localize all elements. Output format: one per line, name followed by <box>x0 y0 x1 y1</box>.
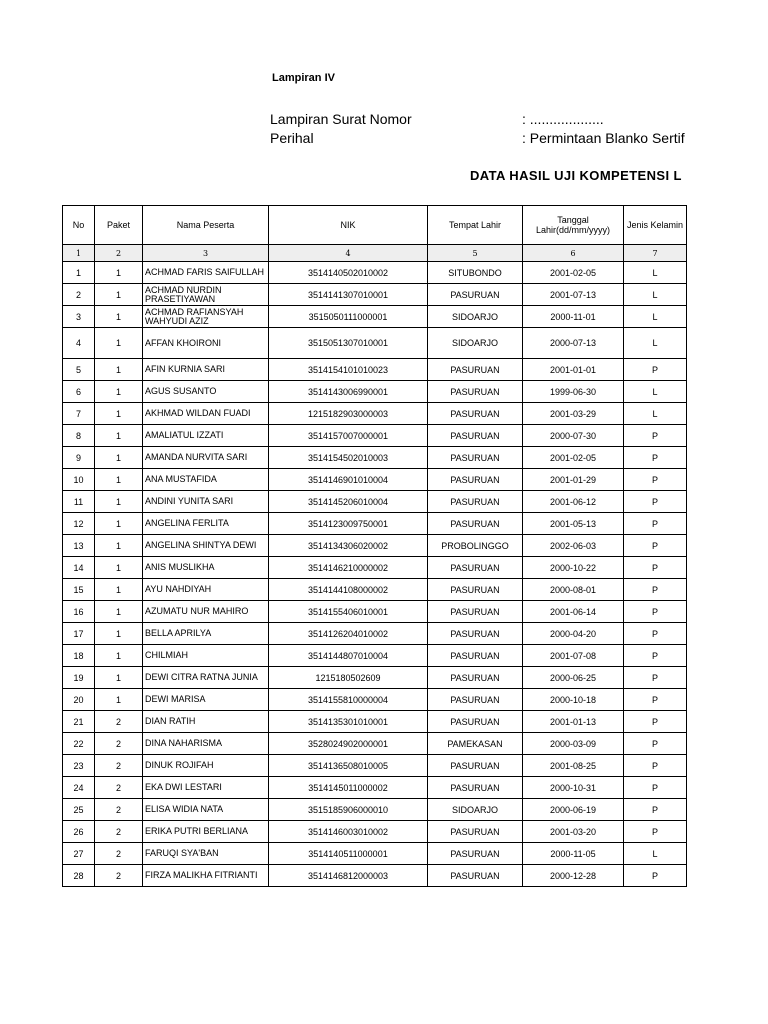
birthplace-cell: PASURUAN <box>428 711 523 733</box>
row-number: 7 <box>63 403 95 425</box>
birthdate-cell: 2000-11-01 <box>523 306 624 328</box>
row-number: 17 <box>63 623 95 645</box>
column-header-nama-peserta: Nama Peserta <box>143 206 269 245</box>
table-row <box>63 733 687 755</box>
paket-cell: 1 <box>95 328 143 359</box>
participant-name: BELLA APRILYA <box>143 623 269 645</box>
table-row <box>63 865 687 887</box>
column-number: 1 <box>63 245 95 262</box>
row-number: 12 <box>63 513 95 535</box>
gender-cell: P <box>624 777 687 799</box>
paket-cell: 1 <box>95 359 143 381</box>
row-number: 21 <box>63 711 95 733</box>
gender-cell: P <box>624 623 687 645</box>
paket-cell: 2 <box>95 755 143 777</box>
row-number: 28 <box>63 865 95 887</box>
participant-name: DINA NAHARISMA <box>143 733 269 755</box>
gender-cell: L <box>624 306 687 328</box>
gender-cell: P <box>624 865 687 887</box>
gender-cell: P <box>624 557 687 579</box>
row-number: 18 <box>63 645 95 667</box>
gender-cell: P <box>624 711 687 733</box>
participant-name: DEWI MARISA <box>143 689 269 711</box>
gender-cell: L <box>624 262 687 284</box>
table-row <box>63 557 687 579</box>
row-number: 5 <box>63 359 95 381</box>
table-row <box>63 328 687 359</box>
table-row <box>63 799 687 821</box>
row-number: 8 <box>63 425 95 447</box>
birthdate-cell: 2000-12-28 <box>523 865 624 887</box>
table-row <box>63 821 687 843</box>
gender-cell: L <box>624 381 687 403</box>
nik-cell: 3514123009750001 <box>269 513 428 535</box>
nik-cell: 3514145011000002 <box>269 777 428 799</box>
gender-cell: P <box>624 601 687 623</box>
birthdate-cell: 2001-06-12 <box>523 491 624 513</box>
table-row <box>63 491 687 513</box>
paket-cell: 2 <box>95 777 143 799</box>
table-row <box>63 262 687 284</box>
nik-cell: 3514141307010001 <box>269 284 428 306</box>
nik-cell: 3514146210000002 <box>269 557 428 579</box>
nik-cell: 3514155406010001 <box>269 601 428 623</box>
gender-cell: L <box>624 284 687 306</box>
gender-cell: P <box>624 821 687 843</box>
gender-cell: L <box>624 328 687 359</box>
row-number: 14 <box>63 557 95 579</box>
nik-cell: 3514146003010002 <box>269 821 428 843</box>
paket-cell: 2 <box>95 711 143 733</box>
paket-cell: 1 <box>95 623 143 645</box>
birthplace-cell: PASURUAN <box>428 469 523 491</box>
paket-cell: 1 <box>95 284 143 306</box>
participant-name: AFIN KURNIA SARI <box>143 359 269 381</box>
nik-cell: 3514157007000001 <box>269 425 428 447</box>
column-header-tanggal-lahir: Tanggal Lahir(dd/mm/yyyy) <box>523 206 624 245</box>
paket-cell: 2 <box>95 799 143 821</box>
paket-cell: 1 <box>95 513 143 535</box>
table-row <box>63 777 687 799</box>
birthdate-cell: 2002-06-03 <box>523 535 624 557</box>
gender-cell: P <box>624 359 687 381</box>
gender-cell: P <box>624 689 687 711</box>
paket-cell: 1 <box>95 535 143 557</box>
birthdate-cell: 2001-07-13 <box>523 284 624 306</box>
row-number: 16 <box>63 601 95 623</box>
table-row <box>63 535 687 557</box>
row-number: 10 <box>63 469 95 491</box>
birthplace-cell: PASURUAN <box>428 667 523 689</box>
birthplace-cell: PROBOLINGGO <box>428 535 523 557</box>
row-number: 22 <box>63 733 95 755</box>
nik-cell: 3514136508010005 <box>269 755 428 777</box>
table-row <box>63 513 687 535</box>
table-row <box>63 623 687 645</box>
column-number: 6 <box>523 245 624 262</box>
birthplace-cell: PASURUAN <box>428 425 523 447</box>
birthdate-cell: 2001-02-05 <box>523 262 624 284</box>
birthplace-cell: PASURUAN <box>428 755 523 777</box>
paket-cell: 2 <box>95 865 143 887</box>
participants-table <box>62 205 687 887</box>
gender-cell: P <box>624 755 687 777</box>
participant-name: AZUMATU NUR MAHIRO <box>143 601 269 623</box>
row-number: 1 <box>63 262 95 284</box>
table-row <box>63 711 687 733</box>
birthdate-cell: 2000-10-22 <box>523 557 624 579</box>
row-number: 23 <box>63 755 95 777</box>
birthplace-cell: PASURUAN <box>428 491 523 513</box>
birthdate-cell: 2000-06-25 <box>523 667 624 689</box>
nik-cell: 3514146901010004 <box>269 469 428 491</box>
birthplace-cell: PASURUAN <box>428 623 523 645</box>
paket-cell: 2 <box>95 821 143 843</box>
paket-cell: 1 <box>95 579 143 601</box>
paket-cell: 1 <box>95 403 143 425</box>
nik-cell: 3514146812000003 <box>269 865 428 887</box>
paket-cell: 1 <box>95 425 143 447</box>
participant-name: ANGELINA SHINTYA DEWI <box>143 535 269 557</box>
table-row <box>63 689 687 711</box>
gender-cell: P <box>624 447 687 469</box>
gender-cell: P <box>624 425 687 447</box>
nik-cell: 3514126204010002 <box>269 623 428 645</box>
letter-number-label: Lampiran Surat Nomor <box>270 111 412 127</box>
nik-cell: 3514145206010004 <box>269 491 428 513</box>
row-number: 4 <box>63 328 95 359</box>
nik-cell: 1215182903000003 <box>269 403 428 425</box>
row-number: 27 <box>63 843 95 865</box>
appendix-label: Lampiran IV <box>272 72 335 84</box>
gender-cell: P <box>624 513 687 535</box>
gender-cell: L <box>624 843 687 865</box>
nik-cell: 3514135301010001 <box>269 711 428 733</box>
table-row <box>63 667 687 689</box>
paket-cell: 1 <box>95 689 143 711</box>
table-row <box>63 469 687 491</box>
birthdate-cell: 2001-08-25 <box>523 755 624 777</box>
paket-cell: 1 <box>95 645 143 667</box>
birthdate-cell: 2001-07-08 <box>523 645 624 667</box>
column-header-no: No <box>63 206 95 245</box>
nik-cell: 3514140511000001 <box>269 843 428 865</box>
participant-name: ANA MUSTAFIDA <box>143 469 269 491</box>
participant-name: ERIKA PUTRI BERLIANA <box>143 821 269 843</box>
birthplace-cell: PASURUAN <box>428 689 523 711</box>
row-number: 25 <box>63 799 95 821</box>
participant-name: ACHMAD FARIS SAIFULLAH <box>143 262 269 284</box>
paket-cell: 2 <box>95 733 143 755</box>
nik-cell: 3515050111000001 <box>269 306 428 328</box>
paket-cell: 1 <box>95 491 143 513</box>
nik-cell: 1215180502609 <box>269 667 428 689</box>
birthplace-cell: PASURUAN <box>428 447 523 469</box>
nik-cell: 3514143006990001 <box>269 381 428 403</box>
birthplace-cell: PASURUAN <box>428 381 523 403</box>
birthplace-cell: PASURUAN <box>428 579 523 601</box>
participant-name: EKA DWI LESTARI <box>143 777 269 799</box>
gender-cell: P <box>624 645 687 667</box>
birthdate-cell: 2000-10-18 <box>523 689 624 711</box>
participant-name: AMANDA NURVITA SARI <box>143 447 269 469</box>
birthplace-cell: PASURUAN <box>428 821 523 843</box>
paket-cell: 2 <box>95 843 143 865</box>
birthplace-cell: PASURUAN <box>428 777 523 799</box>
participant-name: ANGELINA FERLITA <box>143 513 269 535</box>
birthdate-cell: 2001-01-01 <box>523 359 624 381</box>
birthdate-cell: 2000-07-13 <box>523 328 624 359</box>
participant-name: DIAN RATIH <box>143 711 269 733</box>
birthplace-cell: SIDOARJO <box>428 328 523 359</box>
participant-name: AFFAN KHOIRONI <box>143 328 269 359</box>
gender-cell: P <box>624 579 687 601</box>
table-header-row <box>63 206 687 245</box>
participant-name: DEWI CITRA RATNA JUNIA <box>143 667 269 689</box>
birthplace-cell: PASURUAN <box>428 645 523 667</box>
column-number: 7 <box>624 245 687 262</box>
gender-cell: P <box>624 799 687 821</box>
paket-cell: 1 <box>95 447 143 469</box>
column-number: 4 <box>269 245 428 262</box>
paket-cell: 1 <box>95 601 143 623</box>
gender-cell: P <box>624 667 687 689</box>
row-number: 20 <box>63 689 95 711</box>
row-number: 15 <box>63 579 95 601</box>
birthdate-cell: 2000-11-05 <box>523 843 624 865</box>
participant-name: AGUS SUSANTO <box>143 381 269 403</box>
birthdate-cell: 2000-10-31 <box>523 777 624 799</box>
table-row <box>63 579 687 601</box>
birthdate-cell: 1999-06-30 <box>523 381 624 403</box>
row-number: 11 <box>63 491 95 513</box>
birthdate-cell: 2000-07-30 <box>523 425 624 447</box>
birthplace-cell: PASURUAN <box>428 557 523 579</box>
row-number: 2 <box>63 284 95 306</box>
birthdate-cell: 2000-08-01 <box>523 579 624 601</box>
participant-name: ACHMAD NURDIN PRASETIYAWAN <box>143 284 269 306</box>
participant-name: ELISA WIDIA NATA <box>143 799 269 821</box>
column-header-paket: Paket <box>95 206 143 245</box>
birthplace-cell: SIDOARJO <box>428 306 523 328</box>
gender-cell: P <box>624 491 687 513</box>
row-number: 6 <box>63 381 95 403</box>
birthdate-cell: 2001-06-14 <box>523 601 624 623</box>
birthdate-cell: 2001-01-13 <box>523 711 624 733</box>
paket-cell: 1 <box>95 557 143 579</box>
table-row <box>63 755 687 777</box>
birthplace-cell: SITUBONDO <box>428 262 523 284</box>
table-row <box>63 425 687 447</box>
table-row <box>63 601 687 623</box>
gender-cell: P <box>624 535 687 557</box>
row-number: 26 <box>63 821 95 843</box>
gender-cell: P <box>624 469 687 491</box>
column-number: 3 <box>143 245 269 262</box>
nik-cell: 3514140502010002 <box>269 262 428 284</box>
table-row <box>63 447 687 469</box>
birthplace-cell: PASURUAN <box>428 601 523 623</box>
document-title: DATA HASIL UJI KOMPETENSI L <box>470 168 682 183</box>
birthdate-cell: 2001-03-29 <box>523 403 624 425</box>
table-row <box>63 843 687 865</box>
birthplace-cell: PASURUAN <box>428 843 523 865</box>
row-number: 3 <box>63 306 95 328</box>
subject-value: : Permintaan Blanko Sertif <box>522 130 685 146</box>
paket-cell: 1 <box>95 262 143 284</box>
gender-cell: L <box>624 403 687 425</box>
participant-name: FIRZA MALIKHA FITRIANTI <box>143 865 269 887</box>
table-row <box>63 306 687 328</box>
table-body <box>63 262 687 887</box>
nik-cell: 3515051307010001 <box>269 328 428 359</box>
birthdate-cell: 2001-05-13 <box>523 513 624 535</box>
birthdate-cell: 2000-03-09 <box>523 733 624 755</box>
participant-name: ACHMAD RAFIANSYAH WAHYUDI AZIZ <box>143 306 269 328</box>
birthplace-cell: PASURUAN <box>428 865 523 887</box>
birthdate-cell: 2000-04-20 <box>523 623 624 645</box>
table-row <box>63 381 687 403</box>
row-number: 24 <box>63 777 95 799</box>
birthdate-cell: 2001-03-20 <box>523 821 624 843</box>
table-row <box>63 359 687 381</box>
nik-cell: 3515185906000010 <box>269 799 428 821</box>
nik-cell: 3528024902000001 <box>269 733 428 755</box>
paket-cell: 1 <box>95 469 143 491</box>
participant-name: AKHMAD WILDAN FUADI <box>143 403 269 425</box>
nik-cell: 3514144807010004 <box>269 645 428 667</box>
table-row <box>63 403 687 425</box>
column-header-tempat-lahir: Tempat Lahir <box>428 206 523 245</box>
participant-name: DINUK ROJIFAH <box>143 755 269 777</box>
row-number: 13 <box>63 535 95 557</box>
birthplace-cell: SIDOARJO <box>428 799 523 821</box>
subject-label: Perihal <box>270 130 314 146</box>
nik-cell: 3514155810000004 <box>269 689 428 711</box>
column-number-row <box>63 245 687 262</box>
participant-name: ANIS MUSLIKHA <box>143 557 269 579</box>
participant-name: CHILMIAH <box>143 645 269 667</box>
letter-number-value: : ................... <box>522 111 604 127</box>
row-number: 9 <box>63 447 95 469</box>
nik-cell: 3514144108000002 <box>269 579 428 601</box>
birthdate-cell: 2001-02-05 <box>523 447 624 469</box>
participant-name: ANDINI YUNITA SARI <box>143 491 269 513</box>
column-header-nik: NIK <box>269 206 428 245</box>
paket-cell: 1 <box>95 667 143 689</box>
participant-name: FARUQI SYA'BAN <box>143 843 269 865</box>
participant-name: AYU NAHDIYAH <box>143 579 269 601</box>
table-row <box>63 645 687 667</box>
birthplace-cell: PASURUAN <box>428 403 523 425</box>
row-number: 19 <box>63 667 95 689</box>
gender-cell: P <box>624 733 687 755</box>
birthplace-cell: PASURUAN <box>428 284 523 306</box>
birthdate-cell: 2001-01-29 <box>523 469 624 491</box>
column-header-jenis-kelamin: Jenis Kelamin <box>624 206 687 245</box>
table-row <box>63 284 687 306</box>
birthdate-cell: 2000-06-19 <box>523 799 624 821</box>
paket-cell: 1 <box>95 381 143 403</box>
nik-cell: 3514134306020002 <box>269 535 428 557</box>
column-number: 5 <box>428 245 523 262</box>
participant-name: AMALIATUL IZZATI <box>143 425 269 447</box>
column-number: 2 <box>95 245 143 262</box>
nik-cell: 3514154101010023 <box>269 359 428 381</box>
birthplace-cell: PASURUAN <box>428 513 523 535</box>
birthplace-cell: PASURUAN <box>428 359 523 381</box>
paket-cell: 1 <box>95 306 143 328</box>
nik-cell: 3514154502010003 <box>269 447 428 469</box>
birthplace-cell: PAMEKASAN <box>428 733 523 755</box>
